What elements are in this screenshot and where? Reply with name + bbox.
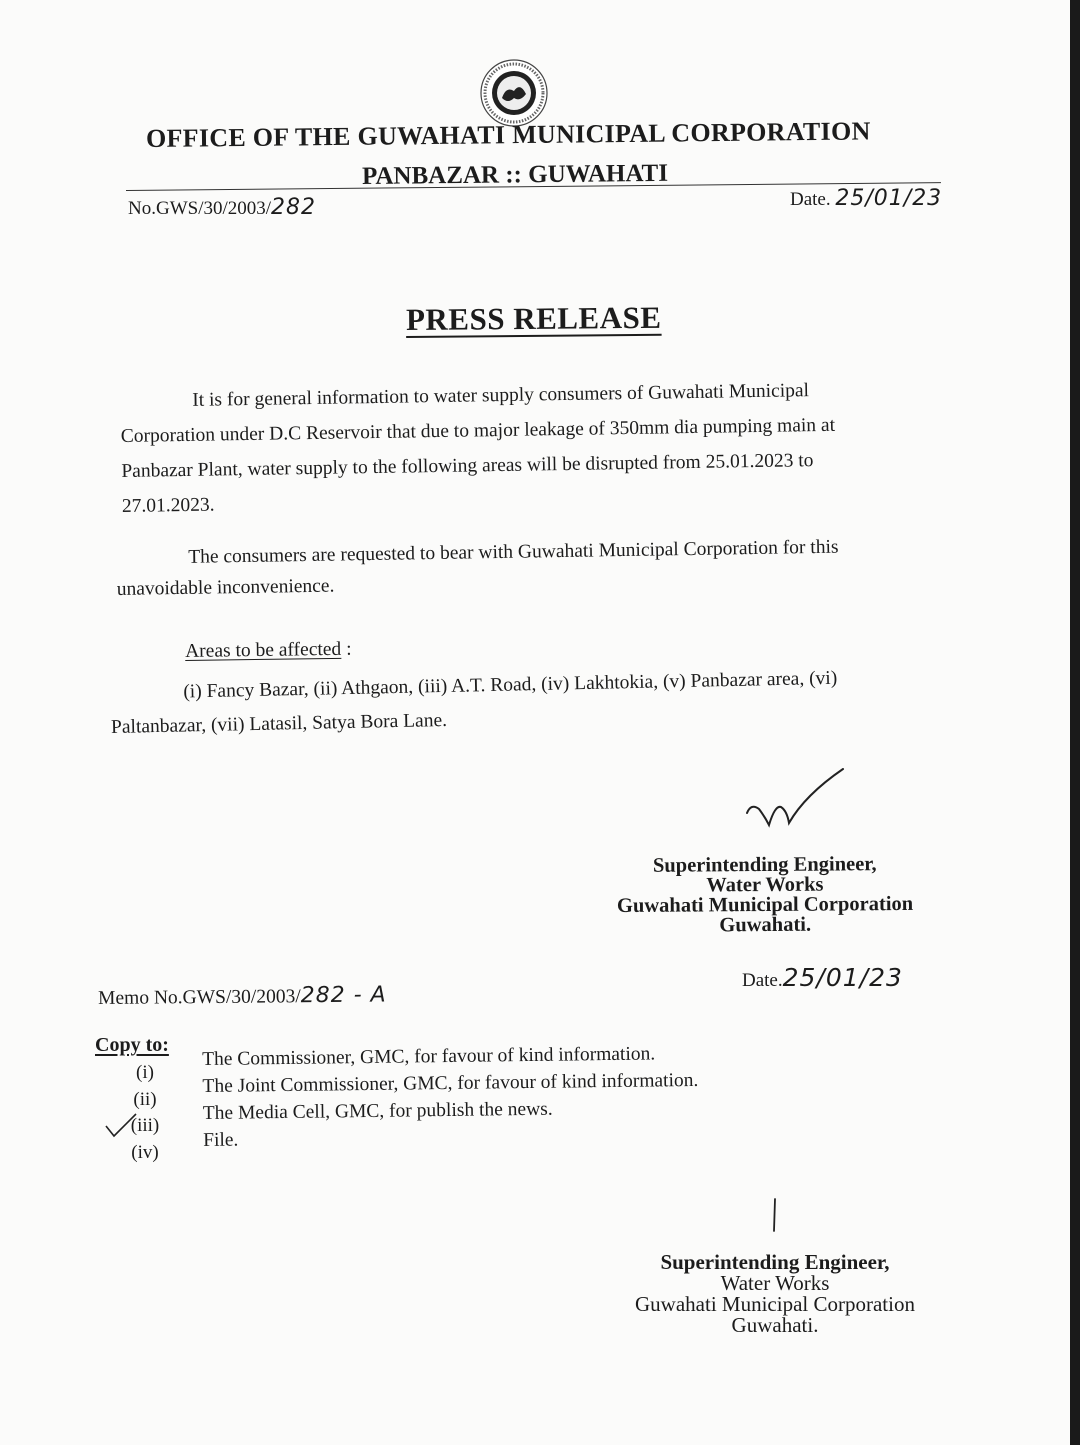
line-text: It is for general information to water supply consumers of Guwahati Municipal	[192, 380, 810, 411]
line-text: unavoidable inconvenience.	[116, 575, 335, 600]
copy-to-list	[202, 1040, 699, 1154]
line-text: Paltanbazar, (vii) Latasil, Satya Bora Lane.	[110, 709, 448, 738]
memo-date	[742, 963, 903, 992]
copy-item-number: (iv)	[131, 1141, 159, 1163]
signature-block-1	[600, 854, 931, 936]
date-label: Date.	[790, 189, 831, 210]
memo-prefix: Memo No.GWS/30/2003/	[98, 986, 301, 1009]
paragraph-notice	[120, 371, 964, 524]
copy-to-heading: Copy to:	[95, 1034, 169, 1056]
line-text: (i) Fancy Bazar, (ii) Athgaon, (iii) A.T. Road, (iv) Lakhtokia, (v) Panbazar area, (vi)	[183, 667, 838, 703]
gmc-seal-logo	[474, 58, 554, 128]
date-handwritten: 25/01/23	[835, 186, 943, 211]
checkmark-icon	[104, 1112, 138, 1138]
signatory-title: Superintending Engineer,	[660, 1250, 890, 1274]
line-text: Panbazar Plant, water supply to the following areas will be disrupted from 25.01.2023 to	[121, 450, 814, 482]
reference-handwritten: 282	[271, 195, 317, 220]
page-title: PRESS RELEASE	[405, 299, 662, 337]
copy-item-number: (iii)	[130, 1115, 160, 1136]
signatory-department: Water Works	[706, 873, 824, 897]
line-text: The consumers are requested to bear with Guwahati Municipal Corporation for this	[188, 536, 839, 568]
signatory-organisation: Guwahati Municipal Corporation	[635, 1292, 915, 1316]
reference-prefix: No.GWS/30/2003/	[128, 198, 272, 219]
signatory-city: Guwahati.	[731, 1313, 819, 1337]
line-text: 27.01.2023.	[121, 494, 215, 517]
copy-item-text: The Joint Commissioner, GMC, for favour of kind information.	[202, 1069, 699, 1097]
copy-item-text: The Media Cell, GMC, for publish the news.	[202, 1098, 553, 1124]
copy-item-number: (i)	[136, 1062, 154, 1083]
memo-date-handwritten: 25/01/23	[782, 963, 903, 992]
areas-heading-colon: :	[341, 638, 352, 660]
memo-handwritten: 282 - A	[300, 982, 387, 1009]
areas-heading	[185, 639, 352, 663]
signatory-title: Superintending Engineer,	[652, 853, 877, 877]
signatory-city: Guwahati.	[719, 913, 812, 937]
office-heading: OFFICE OF THE GUWAHATI MUNICIPAL CORPORATION	[145, 116, 871, 153]
handwritten-mark	[765, 1195, 785, 1235]
office-address: PANBAZAR :: GUWAHATI	[361, 159, 669, 190]
signatory-department: Water Works	[720, 1271, 830, 1295]
signatory-organisation: Guwahati Municipal Corporation	[616, 892, 914, 918]
copy-item-number: (ii)	[133, 1088, 157, 1110]
copy-item-text: File.	[203, 1129, 239, 1151]
copy-item-text: The Commissioner, GMC, for favour of kind information.	[202, 1043, 656, 1070]
handwritten-signature	[745, 765, 855, 835]
affected-areas-list	[110, 659, 983, 745]
issue-date	[790, 186, 942, 211]
memo-number	[98, 982, 387, 1010]
paragraph-request	[116, 530, 972, 605]
line-text: Corporation under D.C Reservoir that due to major leakage of 350mm dia pumping main at	[120, 414, 836, 447]
reference-number	[128, 195, 316, 220]
areas-heading-text: Areas to be affected	[185, 638, 342, 662]
memo-date-label: Date.	[742, 970, 783, 991]
signature-block-2	[605, 1252, 945, 1336]
